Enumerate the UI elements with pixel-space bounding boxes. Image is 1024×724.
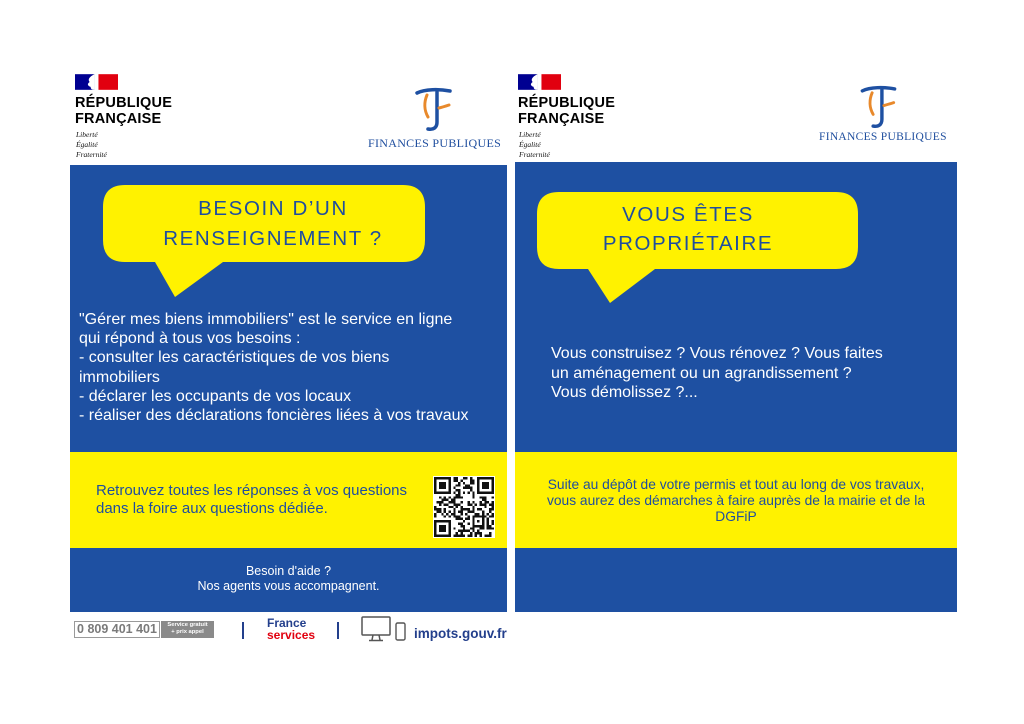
body-line: un aménagement ou un agrandissement ? xyxy=(551,364,852,382)
procedure-line: DGFiP xyxy=(715,509,757,524)
finances-publiques-label: FINANCES PUBLIQUES xyxy=(819,131,947,143)
devise xyxy=(76,130,107,160)
devise-fraternite: Fraternité xyxy=(76,150,107,159)
body-line: Vous démolissez ?... xyxy=(551,384,698,401)
procedure-text xyxy=(515,477,957,525)
footer-separator xyxy=(242,622,244,639)
rf-line-1: RÉPUBLIQUE xyxy=(518,95,616,111)
faq-text xyxy=(96,482,407,517)
devise xyxy=(519,130,550,160)
rf-line-2: FRANÇAISE xyxy=(518,111,605,127)
help-line: Nos agents vous accompagnent. xyxy=(197,579,380,593)
marianne-icon xyxy=(518,74,561,90)
devise-fraternite: Fraternité xyxy=(519,150,550,159)
phone-note-badge xyxy=(161,621,214,638)
body-text xyxy=(551,344,883,403)
finances-publiques-f-icon xyxy=(413,86,453,132)
rf-line-1: RÉPUBLIQUE xyxy=(75,95,173,111)
procedure-line: vous aurez des démarches à faire auprès de la mairie et de la xyxy=(546,493,926,508)
blue-panel-bottom xyxy=(515,548,957,612)
body-line: Vous construisez ? Vous rénovez ? Vous faites xyxy=(551,345,883,362)
body-line: immobiliers xyxy=(79,368,160,386)
bubble-line: BESOIN D’UN xyxy=(198,197,348,220)
bubble-title xyxy=(153,194,393,254)
body-line: - déclarer les occupants de vos locaux xyxy=(79,387,352,405)
procedure-line: Suite au dépôt de votre permis et tout au long de vos travaux, xyxy=(547,477,925,492)
france-services-line-france: France xyxy=(267,616,307,630)
qr-code xyxy=(433,476,495,538)
monitor-icon xyxy=(361,616,391,642)
devise-liberte: Liberté xyxy=(519,130,541,139)
smartphone-icon xyxy=(395,622,406,641)
phone-number: 0 809 401 401 xyxy=(74,621,160,638)
republique-francaise-wordmark xyxy=(75,95,172,127)
bubble-title xyxy=(568,200,808,258)
footer-separator xyxy=(337,622,339,639)
marianne-icon xyxy=(75,74,118,90)
finances-publiques-label: FINANCES PUBLIQUES xyxy=(368,136,502,150)
faq-line: Retrouvez toutes les réponses à vos questions xyxy=(96,482,408,499)
devise-egalite: Égalité xyxy=(76,140,98,149)
faq-line: dans la foire aux questions dédiée. xyxy=(96,499,328,517)
finances-publiques-f-icon xyxy=(858,84,898,129)
bubble-line: RENSEIGNEMENT ? xyxy=(163,227,383,250)
body-line: - consulter les caractéristiques de vos biens xyxy=(79,349,390,367)
devise-egalite: Égalité xyxy=(519,140,541,149)
bubble-line: VOUS ÊTES xyxy=(622,203,754,226)
rf-line-2: FRANÇAISE xyxy=(75,111,162,127)
devise-liberte: Liberté xyxy=(76,130,98,139)
phone-note-line: Service gratuit xyxy=(167,622,208,628)
help-text xyxy=(70,564,507,594)
body-line: - réaliser des déclarations foncières liées à vos travaux xyxy=(79,407,469,425)
body-text xyxy=(79,310,469,425)
website-url: impots.gouv.fr xyxy=(414,626,507,641)
help-line: Besoin d'aide ? xyxy=(245,564,332,578)
body-line: qui répond à tous vos besoins : xyxy=(79,330,301,348)
bubble-line: PROPRIÉTAIRE xyxy=(602,232,774,255)
france-services-logo xyxy=(267,617,315,641)
body-line: "Gérer mes biens immobiliers" est le service en ligne xyxy=(79,311,453,328)
phone-note-line: + prix appel xyxy=(171,629,204,635)
france-services-line-services: services xyxy=(267,628,316,642)
republique-francaise-wordmark xyxy=(518,95,615,127)
